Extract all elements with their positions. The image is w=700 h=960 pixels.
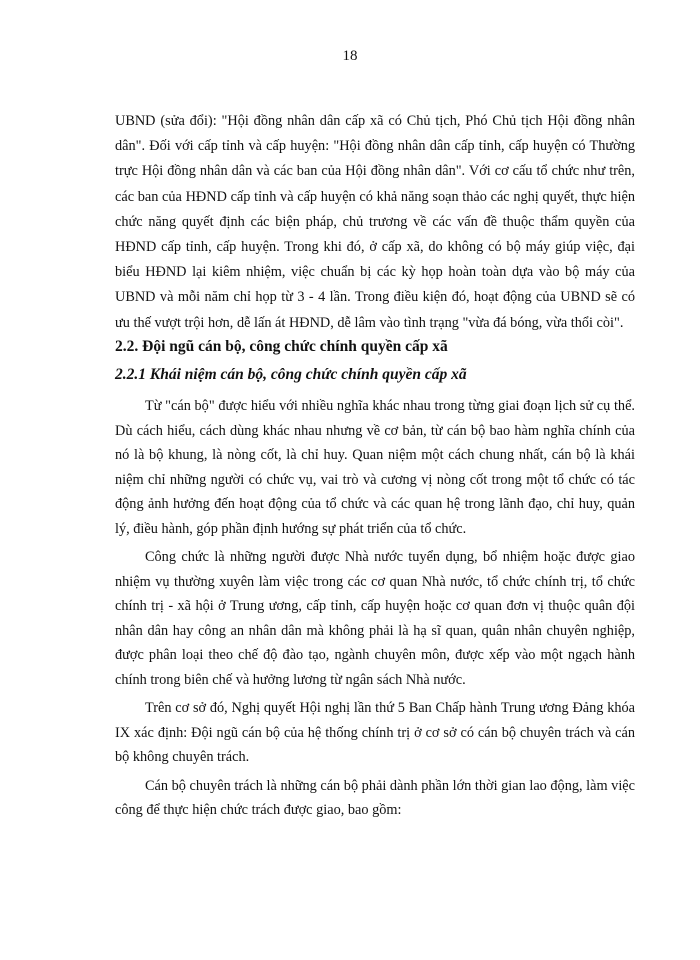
paragraph-nghi-quyet: Trên cơ sở đó, Nghị quyết Hội nghị lần thứ 5 Ban Chấp hành Trung ương Đảng khóa IX xác định: Đội ngũ cán bộ của hệ thống chính trị ở cơ sở có cán bộ chuyên trách và cán bộ không chuyên trách. [115, 700, 635, 765]
section-heading-2-2: 2.2. Đội ngũ cán bộ, công chức chính quyền cấp xã [115, 338, 448, 355]
subsection-heading-2-2-1: 2.2.1 Khái niệm cán bộ, công chức chính quyền cấp xã [115, 366, 467, 383]
paragraph-intro: UBND (sửa đổi): "Hội đồng nhân dân cấp xã có Chủ tịch, Phó Chủ tịch Hội đồng nhân dân". Đối với cấp tỉnh và cấp huyện: "Hội đồng nhân dân cấp tỉnh, cấp huyện có Thường trực Hội đồng nhân dân và các ban của Hội đồng nhân dân". Với cơ cấu tổ chức như trên, các ban của HĐND cấp tỉnh và cấp huyện có khả năng soạn thảo các nghị quyết, thực hiện chức năng quyết định các biện pháp, chủ trương về các vấn đề thuộc thẩm quyền của HĐND cấp tỉnh, cấp huyện. Trong khi đó, ở cấp xã, do không có bộ máy giúp việc, đại biểu HĐND lại kiêm nhiệm, việc chuẩn bị các kỳ họp hoàn toàn dựa vào bộ máy của UBND và mỗi năm chỉ họp từ 3 - 4 lần. Trong điều kiện đó, hoạt động của UBND sẽ có ưu thế vượt trội hơn, dễ lấn át HĐND, dễ lâm vào tình trạng "vừa đá bóng, vừa thổi còi". [115, 113, 635, 331]
paragraph-cong-chuc: Công chức là những người được Nhà nước tuyển dụng, bổ nhiệm hoặc được giao nhiệm vụ thường xuyên làm việc trong các cơ quan Nhà nước, tổ chức chính trị, tổ chức chính trị - xã hội ở Trung ương, cấp tỉnh, cấp huyện hoặc cơ quan đơn vị thuộc quân đội nhân dân hay công an nhân dân mà không phải là hạ sĩ quan, quân nhân chuyên nghiệp, được phân loại theo chế độ đào tạo, ngành chuyên môn, được xếp vào một ngạch hành chính trong biên chế và hưởng lương từ ngân sách Nhà nước. [115, 549, 635, 688]
page-number: 18 [342, 48, 358, 64]
paragraph-can-bo: Từ "cán bộ" được hiểu với nhiều nghĩa khác nhau trong từng giai đoạn lịch sử cụ thể. Dù cách hiểu, cách dùng khác nhau nhưng về cơ bản, từ cán bộ bao hàm nghĩa chính của nó là bộ khung, là nòng cốt, là chỉ huy. Quan niệm một cách chung nhất, cán bộ là khái niệm chỉ những người có chức vụ, vai trò và cương vị nòng cốt trong một tổ chức có tác động ảnh hưởng đến hoạt động của tổ chức và các quan hệ trong lãnh đạo, chỉ huy, quản lý, điều hành, góp phần định hướng sự phát triển của tổ chức. [115, 398, 635, 537]
paragraph-chuyen-trach: Cán bộ chuyên trách là những cán bộ phải dành phần lớn thời gian lao động, làm việc công để thực hiện chức trách được giao, bao gồm: [115, 777, 635, 818]
section-body [115, 394, 635, 825]
